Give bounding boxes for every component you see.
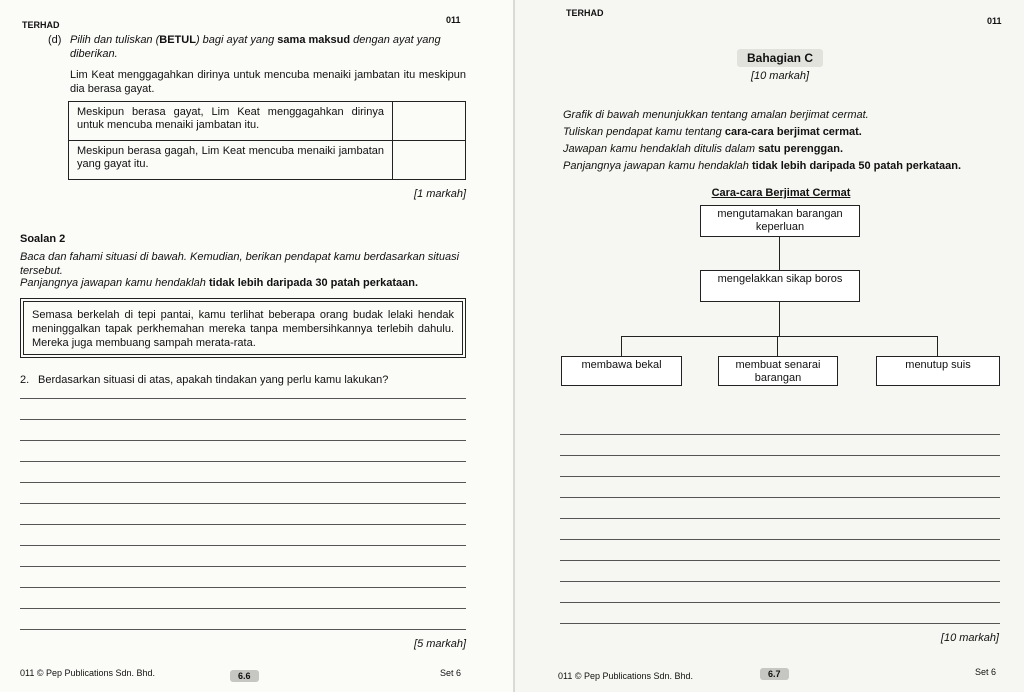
soalan-instruction-1: Baca dan fahami situasi di bawah. Kemudian, berikan pendapat kamu berdasarkan situasi tersebut. (20, 251, 460, 277)
answer-line[interactable] (20, 482, 466, 483)
footer-page-number: 6.6 (230, 666, 259, 684)
answer-line[interactable] (560, 581, 1000, 582)
answer-line[interactable] (560, 476, 1000, 477)
instruction-1: Grafik di bawah menunjukkan tentang amalan berjimat cermat. (563, 109, 869, 121)
question-2-number: 2. (20, 374, 30, 386)
diagram-title: Cara-cara Berjimat Cermat (711, 187, 851, 199)
answer-box[interactable] (393, 141, 466, 180)
header-code: 011 (446, 15, 461, 25)
diagram-node-switch-off: menutup suis (876, 356, 1000, 386)
soalan-title: Soalan 2 (20, 233, 66, 245)
question-2-marks: [5 markah] (414, 638, 466, 650)
footer-publisher: 011 © Pep Publications Sdn. Bhd. (20, 668, 156, 678)
option-text: Meskipun berasa gagah, Lim Keat mencuba menaiki jambatan yang gayat itu. (69, 141, 393, 180)
diagram-node-priorities: mengutamakan barangan keperluan (700, 205, 860, 237)
answer-line[interactable] (20, 587, 466, 588)
section-title: Bahagian C (737, 49, 823, 67)
situation-text: Semasa berkelah di tepi pantai, kamu terlihat beberapa orang budak lelaki hendak meninggalkan tapak perkhemahan mereka tanpa membersihkannya terlebih dahulu. Mereka juga membuang sampah merata-rata. (23, 301, 463, 355)
section-c-marks: [10 markah] (940, 632, 999, 644)
answer-line[interactable] (560, 560, 1000, 561)
answer-line[interactable] (20, 440, 466, 441)
answer-line[interactable] (20, 566, 466, 567)
diagram-node-bring-food: membawa bekal (561, 356, 682, 386)
question-d-marks: [1 markah] (414, 188, 466, 200)
options-table (68, 101, 466, 180)
footer-page-number: 6.7 (760, 664, 789, 682)
answer-line[interactable] (560, 455, 1000, 456)
answer-line[interactable] (20, 419, 466, 420)
situation-box (20, 298, 466, 358)
header-code: 011 (987, 16, 1002, 26)
answer-line[interactable] (20, 608, 466, 609)
answer-line[interactable] (20, 524, 466, 525)
diagram-connector (777, 336, 778, 356)
footer-publisher: 011 © Pep Publications Sdn. Bhd. (558, 671, 694, 681)
option-row (69, 141, 466, 180)
header-restricted: TERHAD (22, 20, 60, 30)
answer-line[interactable] (20, 629, 466, 630)
answer-line[interactable] (560, 497, 1000, 498)
question-2-text: Berdasarkan situasi di atas, apakah tindakan yang perlu kamu lakukan? (38, 374, 389, 386)
answer-line[interactable] (560, 623, 1000, 624)
footer-set: Set 6 (440, 668, 462, 678)
answer-line[interactable] (20, 398, 466, 399)
section-marks: [10 markah] (750, 70, 810, 82)
right-page (515, 0, 1024, 692)
option-row (69, 102, 466, 141)
question-d-instruction: Pilih dan tuliskan (BETUL) bagi ayat yang sama maksud dengan ayat yang diberikan. (70, 34, 441, 60)
diagram-connector (937, 336, 938, 356)
answer-line[interactable] (560, 539, 1000, 540)
answer-line[interactable] (20, 545, 466, 546)
footer-set: Set 6 (975, 667, 997, 677)
question-d-label: (d) (48, 34, 62, 46)
instruction-3: Jawapan kamu hendaklah ditulis dalam satu perenggan. (563, 143, 844, 155)
instruction-2: Tuliskan pendapat kamu tentang cara-cara berjimat cermat. (563, 126, 862, 138)
diagram-node-avoid-waste: mengelakkan sikap boros (700, 270, 860, 302)
diagram-node-shopping-list: membuat senarai barangan (718, 356, 838, 386)
answer-line[interactable] (20, 461, 466, 462)
answer-box[interactable] (393, 102, 466, 141)
answer-line[interactable] (20, 503, 466, 504)
diagram-connector (779, 237, 780, 270)
option-text: Meskipun berasa gayat, Lim Keat menggagahkan dirinya untuk mencuba menaiki jambatan itu. (69, 102, 393, 141)
diagram-connector (779, 302, 780, 336)
answer-line[interactable] (560, 518, 1000, 519)
soalan-instruction-2: Panjangnya jawapan kamu hendaklah tidak lebih daripada 30 patah perkataan. (20, 277, 419, 289)
answer-line[interactable] (560, 602, 1000, 603)
answer-line[interactable] (560, 434, 1000, 435)
diagram-connector (621, 336, 622, 356)
header-restricted: TERHAD (566, 8, 604, 18)
diagram-connector (621, 336, 938, 337)
question-d-sentence: Lim Keat menggagahkan dirinya untuk mencuba menaiki jambatan itu meskipun dia berasa gayat. (70, 69, 466, 95)
instruction-4: Panjangnya jawapan kamu hendaklah tidak lebih daripada 50 patah perkataan. (563, 160, 962, 172)
